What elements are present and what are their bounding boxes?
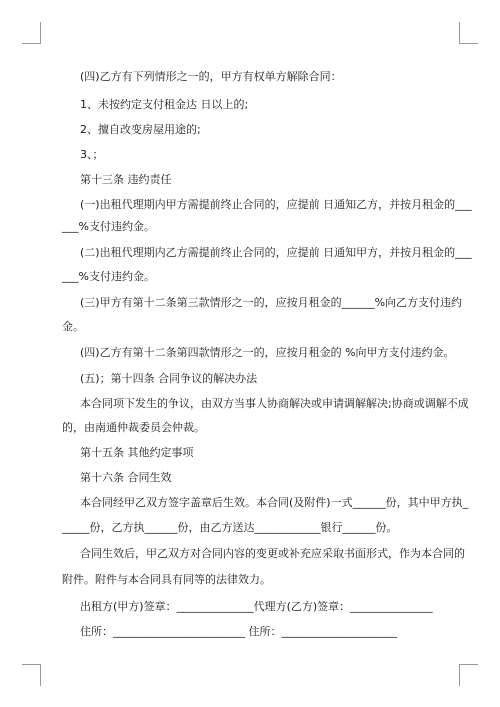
dispute-resolution-text: 本合同项下发生的争议，由双方当事人协商解决或申请调解解决;协商或调解不成: [80, 397, 469, 410]
breach-clause-1-continued: ___%支付违约金。: [62, 220, 155, 233]
effectiveness-text: 本合同经甲乙双方签字盖章后生效。本合同(及附件)一式______份，其中甲方执_: [80, 496, 469, 509]
termination-item-2: 2、擅自改变房屋用途的;: [80, 123, 201, 136]
article-15-heading: 第十五条 其他约定事项: [80, 446, 194, 459]
crop-mark-bottom-left-horizontal: [22, 664, 41, 665]
amendment-text: 合同生效后，甲乙双方对合同内容的变更或补充应采取书面形式，作为本合同的: [80, 547, 465, 560]
breach-clause-4: (四)乙方有第十二条第四款情形之一的，应按月租金的 %向甲方支付违约金。: [80, 346, 455, 359]
crop-mark-top-left-horizontal: [22, 43, 41, 44]
amendment-text-continued: 附件。附件与本合同具有同等的法律效力。: [62, 573, 271, 586]
breach-clause-1: (一)出租代理期内甲方需提前终止合同的，应提前 日通知乙方，并按月租金的___: [80, 198, 472, 211]
crop-mark-top-left-vertical: [40, 22, 41, 44]
signature-line: 出租方(甲方)签章：______________代理方(乙方)签章：_______________: [80, 600, 433, 613]
crop-mark-bottom-left-vertical: [40, 664, 41, 686]
clause-four-termination: (四)乙方有下列情形之一的，甲方有权单方解除合同：: [80, 70, 342, 83]
termination-item-1: 1、未按约定支付租金达 日以上的;: [80, 98, 249, 111]
article-14-heading: (五)；第十四条 合同争议的解决办法: [80, 372, 258, 385]
breach-clause-3: (三)甲方有第十二条第三款情形之一的，应按月租金的______%向乙方支付违约: [80, 296, 463, 309]
crop-mark-bottom-right-horizontal: [459, 664, 478, 665]
address-line: 住所：________________________ 住所：_____________________: [80, 625, 397, 638]
effectiveness-text-continued: _____份，乙方执______份，由乙方送达____________银行______份。: [62, 521, 398, 534]
crop-mark-bottom-right-vertical: [459, 664, 460, 686]
breach-clause-2-continued: ___%支付违约金。: [62, 270, 155, 283]
termination-item-3: 3、；: [80, 148, 104, 161]
crop-mark-top-right-horizontal: [459, 43, 478, 44]
dispute-resolution-text-continued: 的，由南通仲裁委员会仲裁。: [62, 421, 205, 434]
article-16-heading: 第十六条 合同生效: [80, 471, 172, 484]
crop-mark-top-right-vertical: [459, 22, 460, 44]
article-13-heading: 第十三条 违约责任: [80, 173, 172, 186]
breach-clause-3-continued: 金。: [62, 320, 84, 333]
breach-clause-2: (二)出租代理期内乙方需提前终止合同的，应提前 日通知甲方，并按月租金的___: [80, 246, 472, 259]
